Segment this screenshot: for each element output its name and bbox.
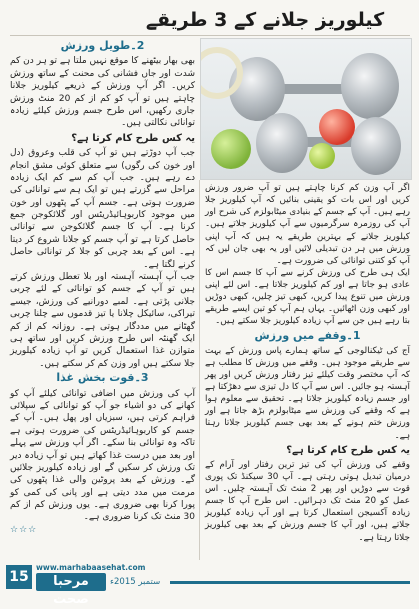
- paragraph: ایک ہی طرح کی ورزش کرنے سے آپ کا جسم اس کا عادی ہو جاتا ہے اور کم کیلوریز جلاتا ہے۔ اس لئے اپنی ورزش میں تنوع پیدا کریں، کبھی تیز چلیں، کبھی دوڑیں اور کبھی وزن اٹھائیں۔ یہاں ہم آپ کو تین ایسے طریقے بتا رہے ہیں جن سے آپ زیادہ کیلوریز جلا سکتے ہیں۔: [205, 267, 410, 327]
- paragraph: بھی بھار بیٹھنے کا موقع نہیں ملتا ہے تو ہر دن کم شدت اور جاں فشانی کی محنت کے ساتھ ورزش کریں۔ اگر آپ ورزش کے ذریعے کیلوریز جلانا چاہتے ہیں تو آپ کو کم از کم 20 منٹ ورزش جاری رکھیں، اس طرح جسم ورزش کیلئے زیادہ توانائی نکالتی ہیں۔: [10, 56, 195, 129]
- column-divider: [199, 180, 200, 560]
- subheading: یہ کس طرح کام کرتا ہے؟: [286, 444, 410, 456]
- dumbbell-plate: [341, 53, 399, 119]
- paragraph: آپ کی ورزش میں اضافی توانائی کیلئے آپ کو کھانے کی دو اشیاء جو آپ کو توانائی کے سپلائی فراہم کرتی ہیں، سبزیاں اور پھل ہیں۔ آپ کے جسم کو کاربوہائیڈریٹس کی ضرورت ہوتی ہے تاکہ وہ توانائی بنا سکے۔ اگر آپ ورزش سے پہلے اور بعد میں درست غذا کھاتے ہیں تو آپ زیادہ دیر تک ورزش کر سکیں گے اور زیادہ کیلوریز جلائیں گے۔ ورزش کے بعد پروٹین والی غذا پٹھوں کی مرمت میں مدد دیتی ہے اور پانی کی کمی کو پورا کرنا بھی ضروری ہے۔ یوں ورزش کم از کم 30 منٹ تک کرنا ضروری ہے۔: [10, 388, 195, 523]
- subheading: یہ کس طرح کام کرتا ہے؟: [71, 132, 195, 144]
- paragraph: جب آپ آہستہ آہستہ اور بلا تعطل ورزش کرتے ہیں تو آپ کے جسم کو توانائی کے لئے چربی جلانی پڑتی ہے۔ لمبے دورانیے کی ورزش، جیسے تیراکی، سائیکل چلانا یا تیز قدموں سے چلنا چربی گھٹانے میں مددگار ہوتی ہے۔ روزانہ کم از کم ایک گھنٹہ اس طرح ورزش کریں اور ساتھ ہی متوازن غذا استعمال کریں تو آپ زیادہ کیلوریز جلا سکتے ہیں اور وزن کم کر سکتے ہیں۔: [10, 272, 195, 369]
- website-link[interactable]: www.marhabaasehat.com: [36, 563, 146, 572]
- headline-divider: [10, 35, 410, 36]
- section-title: 3۔قوت بخش غذا: [56, 371, 149, 385]
- magazine-logo: مرحبا صحت: [36, 573, 106, 591]
- page-footer: [0, 560, 419, 607]
- issue-date: ستمبر 2015ء: [110, 577, 161, 587]
- right-column: [205, 182, 410, 544]
- paragraph: آج کی ٹیکنالوجی کے ساتھ ہمارے پاس ورزش کے بہت سے طریقے موجود ہیں۔ وقفے میں ورزش کا مطلب ہے کہ آپ مختصر وقت کیلئے تیز رفتار ورزش کریں اور پھر آہستہ ہو جائیں۔ اس سے آپ کا دل تیزی سے دھڑکتا ہے اور جسم زیادہ کیلوریز جلاتا ہے۔ تحقیق سے معلوم ہوا ہے کہ وقفے کی ورزش سے میٹابولزم بڑھ جاتا ہے اور ورزش ختم ہونے کے بعد بھی جسم کیلوریز جلاتا رہتا ہے۔: [204, 345, 410, 441]
- lime: [309, 143, 335, 169]
- page-number: 15: [6, 565, 32, 589]
- footer-bar: [170, 581, 410, 584]
- green-apple: [211, 129, 251, 169]
- paragraph: جب آپ دوڑتے ہیں تو آپ کی قلب وعروق (دل اور خون کی رگوں) سے متعلق کوئی مشق انجام دے رہے ہیں۔ جب آپ کم سے کم ایک زیادہ مراحل سے گزرتے ہیں تو ایک ہم سے توانائی کی ضرورت ہوتی ہے۔ جسم آپ کے پٹھوں اور خون میں موجود کاربوہائیڈریٹس اور گلائکوجن جمع کرنا ہے۔ آپ کا جسم گلائکوجن سے توانائی حاصل کرتا ہے تو آپ جسم کو جلانا شروع کر دیتا ہے۔ اس کے بعد چربی کو جلا کر توانائی حاصل کرنے لگتا ہے۔: [10, 148, 195, 270]
- article-headline: کیلوریز جلانے کے 3 طریقے: [145, 9, 385, 31]
- left-column: [10, 38, 195, 536]
- section-title: 2۔طویل ورزش: [60, 39, 145, 52]
- dumbbell-plate: [256, 113, 308, 173]
- dumbbell-plate: [351, 117, 401, 175]
- fitness-photo: [200, 38, 412, 180]
- section-title: 1۔وقفے میں ورزش: [254, 328, 361, 342]
- paragraph: وقفے کی ورزش آپ کی تیز ترین رفتار اور آرام کے درمیان تبدیل ہوتی رہتی ہے۔ آپ 30 سیکنڈ تک پوری قوت سے دوڑیں اور پھر 2 منٹ تک آہستہ چلیں۔ اس عمل کو 20 منٹ تک دہرائیں۔ اس طرح آپ کا جسم زیادہ آکسیجن استعمال کرتا ہے اور آپ زیادہ کیلوریز جلاتے ہیں، اور آپ کا جسم ورزش کے بعد بھی کیلوریز جلاتا رہتا ہے۔: [205, 459, 410, 543]
- end-stars: ☆☆☆: [10, 524, 38, 535]
- paragraph: اگر آپ وزن کم کرنا چاہتے ہیں تو آپ ضرور ورزش کریں اور اس بات کو یقینی بنائیں کہ آپ کیلوریز جلا رہے ہیں۔ آپ کے جسم کے بنیادی میٹابولزم کی شرح اور آپ کی روزمرہ سرگرمیوں سے آپ کیلوریز جلاتے ہیں۔ کیلوریز جلانے کے بہترین طریقے یہ ہیں کہ آپ اپنی ورزش میں ہر دن تبدیلی لائیں اور یہ بھی جان لیں کہ آپ کو کتنی توانائی کی ضرورت ہے۔: [204, 183, 410, 266]
- apple: [319, 109, 355, 145]
